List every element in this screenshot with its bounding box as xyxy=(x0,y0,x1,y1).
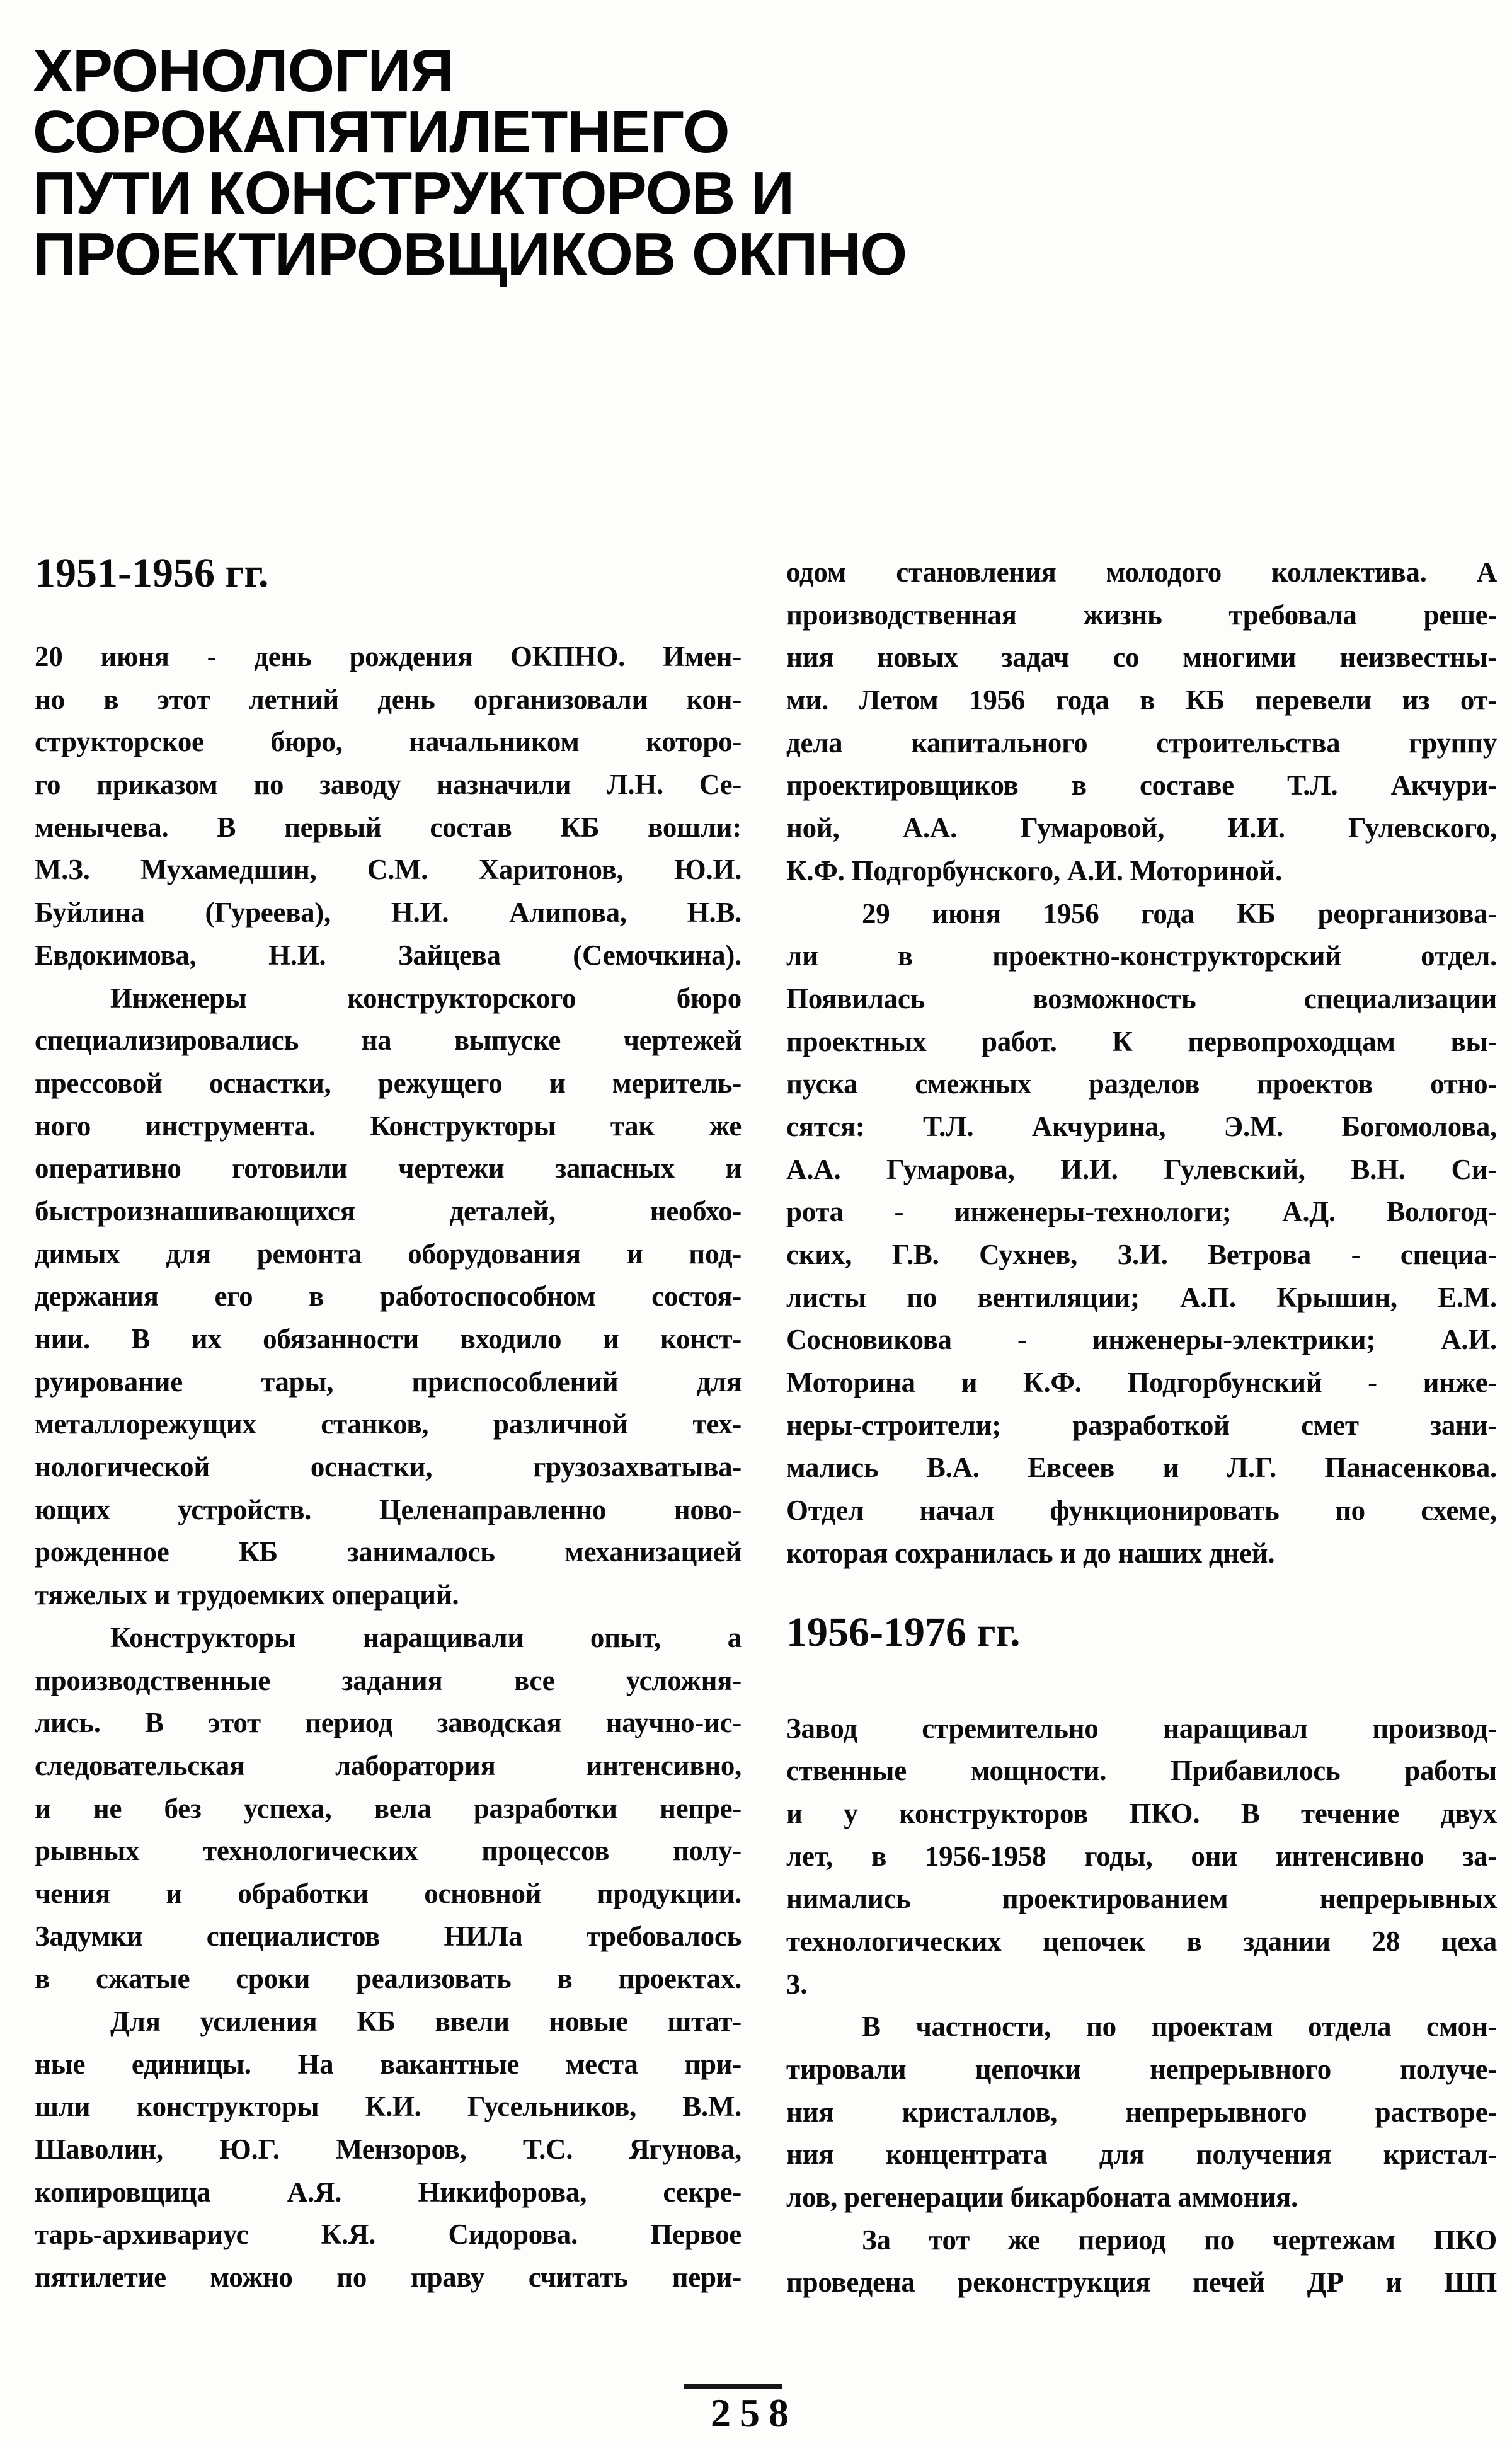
text-line: За тот же период по чертежам ПКО xyxy=(862,2224,1497,2256)
text-line: лет, в 1956-1958 годы, они интенсивно за- xyxy=(786,1840,1497,1872)
text-line: пуска смежных разделов проектов отно- xyxy=(786,1068,1497,1100)
text-line: ного инструмента. Конструкторы так же xyxy=(35,1110,742,1142)
left-column xyxy=(35,551,742,2299)
text-line: ли в проектно-конструкторский отдел. xyxy=(786,940,1497,972)
right-column xyxy=(786,551,1497,2304)
text-line: го приказом по заводу назначили Л.Н. Се- xyxy=(35,769,742,801)
right-column-text-bottom xyxy=(786,1708,1497,2305)
text-line: дела капитального строительства группу xyxy=(786,726,1497,759)
text-line: проведена реконструкция печей ДР и ШП xyxy=(786,2266,1497,2299)
text-line: 3. xyxy=(786,1968,808,2000)
title-line: СОРОКАПЯТИЛЕТНЕГО xyxy=(33,98,730,166)
paragraph xyxy=(786,2006,1497,2219)
text-line: 20 июня - день рождения ОКПНО. Имен- xyxy=(35,641,742,672)
right-column-text-top xyxy=(786,551,1497,1575)
text-line: листы по вентиляции; А.П. Крышин, Е.М. xyxy=(786,1281,1497,1313)
text-line: димых для ремонта оборудования и под- xyxy=(35,1237,742,1270)
page-title xyxy=(33,37,907,288)
text-line: металлорежущих станков, различной тех- xyxy=(35,1408,742,1440)
paragraph xyxy=(786,551,1497,893)
text-line: нологической оснастки, грузозахватыва- xyxy=(35,1451,742,1483)
text-line: Конструкторы наращивали опыт, а xyxy=(110,1621,742,1653)
text-line: Буйлина (Гуреева), Н.И. Алипова, Н.В. xyxy=(35,897,742,929)
title-line: ПУТИ КОНСТРУКТОРОВ И xyxy=(33,159,794,227)
paragraph xyxy=(35,977,742,1617)
text-line: нии. В их обязанности входило и конст- xyxy=(35,1323,742,1355)
paragraph xyxy=(35,2001,742,2299)
text-line: Шаволин, Ю.Г. Мензоров, Т.С. Ягунова, xyxy=(35,2133,742,2166)
footer-rule xyxy=(684,2384,782,2389)
text-line: держания его в работоспособном состоя- xyxy=(35,1280,742,1312)
text-line: и у конструкторов ПКО. В течение двух xyxy=(786,1797,1497,1829)
paragraph xyxy=(786,2219,1497,2304)
text-line: структорское бюро, начальником которо- xyxy=(35,726,742,758)
text-line: В частности, по проектам отдела смон- xyxy=(862,2011,1497,2043)
text-line: менычева. В первый состав КБ вошли: xyxy=(35,811,742,843)
paragraph xyxy=(35,636,742,977)
text-line: Задумки специалистов НИЛа требовалось xyxy=(35,1920,742,1952)
text-line: но в этот летний день организовали кон- xyxy=(35,683,742,715)
title-line: ПРОЕКТИРОВЩИКОВ ОКПНО xyxy=(33,221,907,288)
text-line: К.Ф. Подгорбунского, А.И. Моториной. xyxy=(786,854,1282,887)
text-line: специализировались на выпуске чертежей xyxy=(35,1025,742,1057)
text-line: одом становления молодого коллектива. А xyxy=(786,556,1497,588)
paragraph xyxy=(786,1708,1497,2006)
text-line: руирование тары, приспособлений для xyxy=(35,1365,742,1398)
text-line: неры-строители; разработкой смет зани- xyxy=(786,1409,1497,1441)
text-line: Завод стремительно наращивал производ- xyxy=(786,1712,1497,1744)
paragraph xyxy=(35,1617,742,2001)
text-line: нимались проектированием непрерывных xyxy=(786,1883,1497,1915)
text-line: рывных технологических процессов полу- xyxy=(35,1835,742,1867)
text-line: рота - инженеры-технологи; А.Д. Вологод- xyxy=(786,1196,1497,1228)
text-line: ной, А.А. Гумаровой, И.И. Гулевского, xyxy=(786,812,1497,844)
text-line: проектных работ. К первопроходцам вы- xyxy=(786,1025,1497,1057)
text-line: ских, Г.В. Сухнев, З.И. Ветрова - специа- xyxy=(786,1239,1497,1270)
section-heading-1951-1956: 1951-1956 гг. xyxy=(35,550,269,596)
section-heading-1956-1976: 1956-1976 гг. xyxy=(786,1609,1021,1655)
text-line: А.А. Гумарова, И.И. Гулевский, В.Н. Си- xyxy=(786,1153,1497,1185)
text-line: технологических цепочек в здании 28 цеха xyxy=(786,1925,1497,1957)
text-line: ющих устройств. Целенаправленно ново- xyxy=(35,1493,742,1525)
page-number: 258 xyxy=(711,2391,798,2435)
text-line: М.З. Мухамедшин, С.М. Харитонов, Ю.И. xyxy=(35,854,742,886)
paragraph xyxy=(786,893,1497,1575)
text-line: копировщица А.Я. Никифорова, секре- xyxy=(35,2176,742,2208)
text-line: ния концентрата для получения кристал- xyxy=(786,2139,1497,2171)
text-line: Инженеры конструкторского бюро xyxy=(110,982,742,1014)
text-line: ния кристаллов, непрерывного растворе- xyxy=(786,2096,1497,2128)
text-line: Сосновикова - инженеры-электрики; А.И. xyxy=(786,1324,1497,1356)
text-line: тяжелых и трудоемких операций. xyxy=(35,1579,459,1611)
text-line: тарь-архивариус К.Я. Сидорова. Первое xyxy=(35,2219,742,2251)
text-line: Появилась возможность специализации xyxy=(786,982,1497,1014)
text-line: пятилетие можно по праву считать пери- xyxy=(35,2261,742,2294)
text-line: ные единицы. На вакантные места при- xyxy=(35,2048,742,2080)
left-column-text xyxy=(35,636,742,2299)
text-line: которая сохранилась и до наших дней. xyxy=(786,1537,1275,1569)
text-line: проектировщиков в составе Т.Л. Акчури- xyxy=(786,769,1497,801)
text-line: шли конструкторы К.И. Гусельников, В.М. xyxy=(35,2091,742,2123)
text-line: ми. Летом 1956 года в КБ перевели из от- xyxy=(786,684,1497,716)
text-line: 29 июня 1956 года КБ реорганизова- xyxy=(862,897,1497,929)
text-line: чения и обработки основной продукции. xyxy=(35,1877,742,1909)
text-line: прессовой оснастки, режущего и меритель- xyxy=(35,1067,742,1099)
text-line: Отдел начал функционировать по схеме, xyxy=(786,1495,1497,1527)
text-line: производственная жизнь требовала реше- xyxy=(786,599,1497,631)
text-line: тировали цепочки непрерывного получе- xyxy=(786,2053,1497,2085)
text-line: лись. В этот период заводская научно-ис- xyxy=(35,1707,742,1739)
text-line: оперативно готовили чертежи запасных и xyxy=(35,1152,742,1185)
text-line: следовательская лаборатория интенсивно, xyxy=(35,1749,742,1781)
text-line: Для усиления КБ ввели новые штат- xyxy=(110,2006,742,2037)
text-line: лов, регенерации бикарбоната аммония. xyxy=(786,2181,1298,2213)
text-line: Моторина и К.Ф. Подгорбунский - инже- xyxy=(786,1367,1497,1399)
text-line: мались В.А. Евсеев и Л.Г. Панасенкова. xyxy=(786,1452,1497,1484)
text-line: и не без успеха, вела разработки непре- xyxy=(35,1792,742,1824)
title-line: ХРОНОЛОГИЯ xyxy=(33,37,454,105)
text-line: производственные задания все усложня- xyxy=(35,1664,742,1696)
text-line: сятся: Т.Л. Акчурина, Э.М. Богомолова, xyxy=(786,1110,1497,1142)
text-line: рожденное КБ занималось механизацией xyxy=(35,1536,742,1568)
text-line: ния новых задач со многими неизвестны- xyxy=(786,641,1497,674)
text-line: ственные мощности. Прибавилось работы xyxy=(786,1755,1497,1787)
text-line: Евдокимова, Н.И. Зайцева (Семочкина). xyxy=(35,939,742,971)
text-line: быстроизнашивающихся деталей, необхо- xyxy=(35,1195,742,1227)
text-line: в сжатые сроки реализовать в проектах. xyxy=(35,1963,742,1995)
